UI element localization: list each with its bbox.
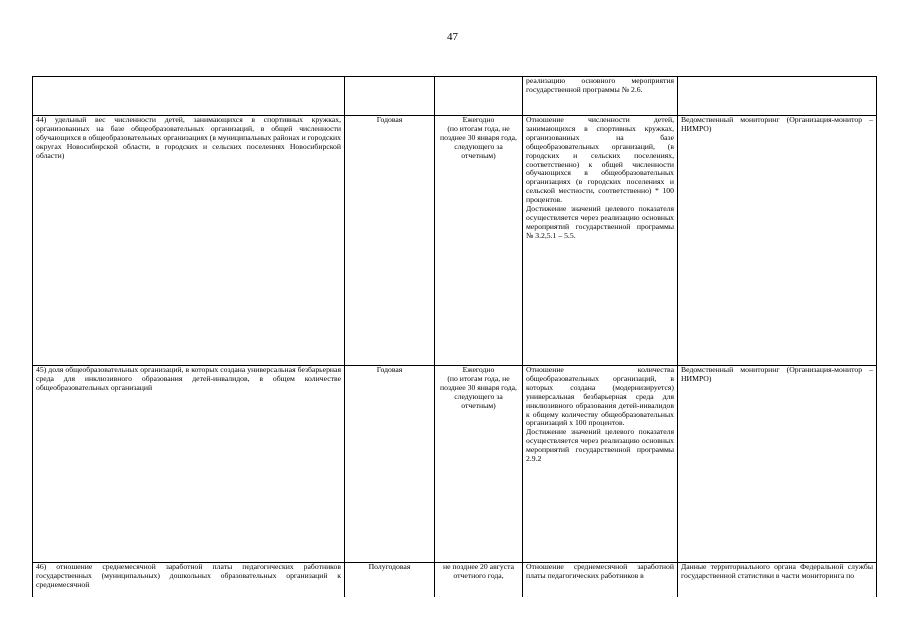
deadline-cell: не позднее 20 августа отчетного года, xyxy=(435,563,523,598)
method-cell: Отношение среднемесячной заработной платы педагогических работников в xyxy=(523,563,678,598)
periodicity-cell: Полугодовая xyxy=(345,563,435,598)
periodicity-cell: Годовая xyxy=(345,116,435,366)
method-cell: Отношение численности детей, занимающихся в спортивных кружках, организованных на базе общеобразовательных организаций, (в городских и сельских поселениях, соответственно) к общей численности обучающихся в общеобразовательных организациях (в городских поселениях и сельской местности, соответственно) * 100 процентов. Достижение значений целевого показателя осуществляется через реализацию основных мероприятий государственной программы № 3.2,5.1 – 5.5. xyxy=(523,116,678,366)
periodicity-cell xyxy=(345,77,435,116)
indicator-cell: 44) удельный вес численности детей, занимающихся в спортивных кружках, организованных на базе общеобразовательных организаций, в общей численности обучающихся в общеобразовательных организациях (в муниципальных районах и городских округах Новосибирской области, в городских и сельских поселениях Новосибирской области) xyxy=(33,116,345,366)
page-number: 47 xyxy=(447,31,458,43)
method-cell: реализацию основного мероприятия государственной программы № 2.6. xyxy=(523,77,678,116)
source-cell xyxy=(678,77,877,116)
deadline-cell xyxy=(435,77,523,116)
deadline-cell: Ежегодно (по итогам года, не позднее 30 января года, следующего за отчетным) xyxy=(435,116,523,366)
method-cell: Отношение количества общеобразовательных организаций, в которых создана (модернизируется) универсальная безбарьерная среда для инклюзивного образования детей-инвалидов к общему количеству общеобразовательных организаций х 100 процентов. Достижение значений целевого показателя осуществляется через реализацию основных мероприятий государственной программы 2.9.2 xyxy=(523,366,678,563)
table-row xyxy=(33,77,877,116)
source-cell: Ведомственный мониторинг (Организация-монитор – НИМРО) xyxy=(678,366,877,563)
table-row xyxy=(33,116,877,366)
source-cell: Ведомственный мониторинг (Организация-монитор – НИМРО) xyxy=(678,116,877,366)
indicator-cell xyxy=(33,77,345,116)
table-row xyxy=(33,366,877,563)
periodicity-cell: Годовая xyxy=(345,366,435,563)
source-cell: Данные территориального органа Федеральной службы государственной статистики в части мониторинга по xyxy=(678,563,877,598)
indicator-cell: 45) доля общеобразовательных организаций, в которых создана универсальная безбарьерная среда для инклюзивного образования детей-инвалидов, в общем количестве общеобразовательных организаций xyxy=(33,366,345,563)
table-row xyxy=(33,563,877,598)
indicators-table xyxy=(32,76,877,597)
indicator-cell: 46) отношение среднемесячной заработной платы педагогических работников государственных (муниципальных) дошкольных образовательных организаций к среднемесячной xyxy=(33,563,345,598)
deadline-cell: Ежегодно (по итогам года, не позднее 30 января года, следующего за отчетным) xyxy=(435,366,523,563)
